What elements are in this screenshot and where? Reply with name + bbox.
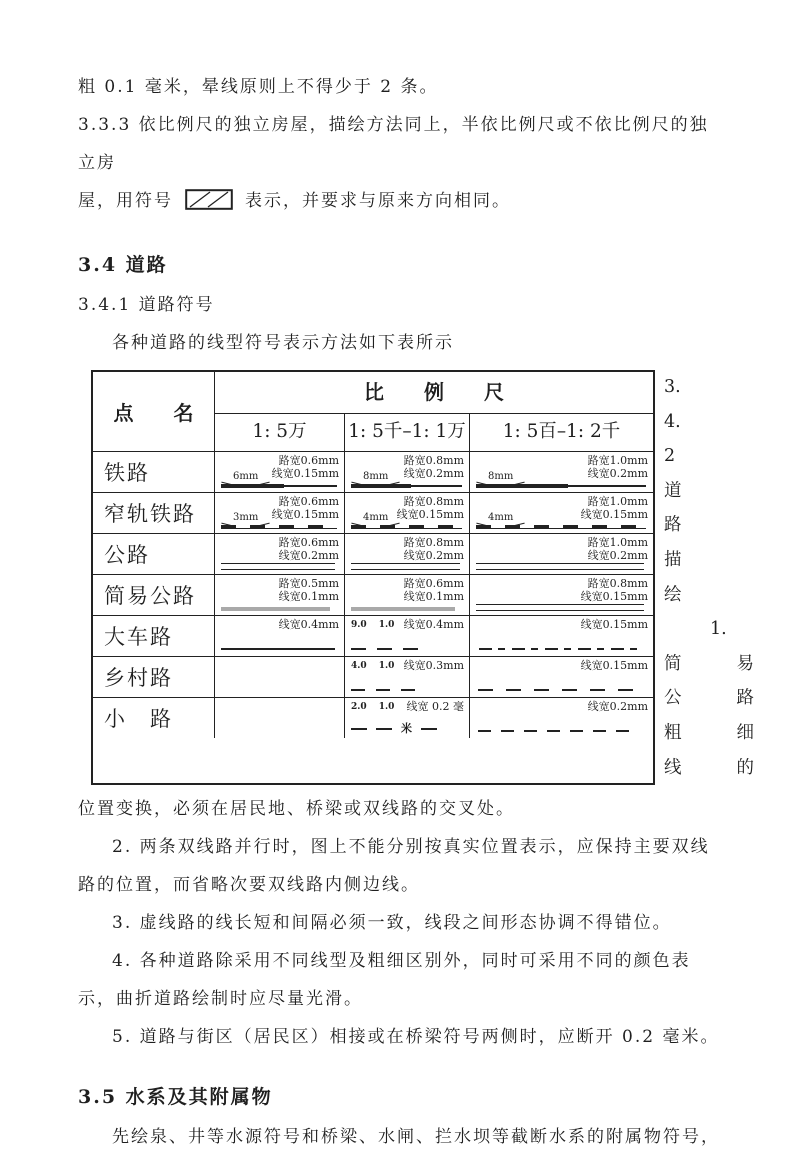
scale-group-title: 比 例 尺 — [215, 372, 653, 414]
side-text-line: 描 — [664, 549, 682, 570]
table-row — [93, 698, 653, 738]
side-text-line — [664, 751, 770, 786]
paragraph-hachure-continued: 粗 0.1 毫米，晕线原则上不得少于 2 条。 — [78, 77, 439, 97]
narrow-railway-road-symbol — [476, 524, 646, 529]
line-width-labels — [588, 454, 648, 480]
symbol-cell — [470, 575, 653, 615]
side-text-line: 1. — [710, 619, 727, 640]
road-table-rows — [93, 452, 653, 738]
railway-road-symbol — [476, 483, 646, 488]
line-width-label: 路宽0.8mm — [587, 577, 648, 590]
table-row — [93, 575, 653, 616]
table-row — [93, 493, 653, 534]
dash-inline-text: 米 — [401, 722, 412, 735]
line-width-labels — [581, 659, 648, 672]
dashed-mid-road-symbol — [351, 689, 419, 691]
line-width-label: 路宽0.6mm — [278, 536, 339, 549]
dash-segment — [376, 728, 392, 730]
table-header — [93, 372, 653, 452]
road-symbol-table — [91, 370, 655, 785]
table-row — [93, 616, 653, 657]
dashed-wide-road-symbol — [351, 648, 421, 650]
symbol-cell — [470, 452, 653, 492]
line-width-label: 路宽0.5mm — [278, 577, 339, 590]
body-paragraph: 4. 各种道路除采用不同线型及粗细区别外，同时可采用不同的颜色表示，曲折道路绘制时应尽量光滑。 — [78, 951, 691, 1010]
line-width-labels — [279, 536, 339, 562]
line-width-label: 线宽0.1mm — [278, 590, 339, 603]
road-name-cell: 公路 — [93, 534, 215, 574]
line-width-labels — [407, 700, 465, 713]
line-width-label: 路宽1.0mm — [587, 536, 648, 549]
body-paragraph: 3. 虚线路的线长短和间隔必须一致，线段之间形态协调不得错位。 — [112, 913, 672, 934]
dash-mi-road-symbol — [351, 723, 432, 735]
line-width-label: 线宽0.2mm — [403, 549, 464, 562]
line-width-labels — [581, 495, 648, 521]
side-text-char: 简 — [664, 653, 682, 674]
line-width-label: 线宽0.1mm — [403, 590, 464, 603]
line-width-label: 线宽0.15mm — [580, 659, 648, 672]
line-width-labels — [397, 495, 464, 521]
dashed-sparse-road-symbol — [478, 689, 639, 691]
line-width-label: 路宽1.0mm — [587, 454, 648, 467]
body-paragraph: 位置变换，必须在居民地、桥梁或双线路的交叉处。 — [78, 799, 515, 820]
table-row — [93, 452, 653, 493]
road-name-cell: 乡村路 — [93, 657, 215, 697]
double-line-road-symbol — [476, 563, 644, 570]
line-width-labels — [404, 659, 464, 672]
road-name-cell: 简易公路 — [93, 575, 215, 615]
symbol-cell — [215, 575, 345, 615]
railway-road-symbol — [221, 483, 337, 488]
symbol-cell — [345, 657, 470, 697]
side-text-line — [664, 681, 770, 716]
table-and-side-column — [91, 370, 754, 785]
road-name-cell: 铁路 — [93, 452, 215, 492]
line-width-label: 线宽0.15mm — [580, 590, 648, 603]
table-row — [93, 657, 653, 698]
line-width-labels — [588, 536, 648, 562]
line-width-label: 路宽0.6mm — [403, 577, 464, 590]
table-intro-sentence: 各种道路的线型符号表示方法如下表所示 — [112, 333, 454, 353]
narrow-railway-road-symbol — [351, 524, 462, 529]
column-header-scale-1-5000-10000: 1: 5千–1: 1万 — [345, 414, 470, 451]
line-width-labels — [404, 536, 464, 562]
symbol-cell — [470, 493, 653, 533]
after-table-paragraphs — [78, 790, 738, 1056]
gray-bar-road-symbol — [221, 607, 330, 611]
line-width-label: 线宽0.2mm — [587, 549, 648, 562]
line-width-labels — [588, 700, 648, 713]
dash-dimension-numbers: 2.0 1.0 — [351, 702, 395, 712]
line-width-label: 路宽0.6mm — [278, 454, 339, 467]
line-width-label: 线宽 0.2 毫 — [406, 700, 464, 713]
dimension-callout: 6mm — [233, 471, 259, 482]
line-width-label: 路宽0.8mm — [403, 536, 464, 549]
road-name-cell: 窄轨铁路 — [93, 493, 215, 533]
heading-3-4-1-road-symbols: 3.4.1 道路符号 — [78, 295, 215, 315]
line-width-labels — [272, 495, 339, 521]
symbol-cell — [470, 657, 653, 697]
column-header-point-name: 点 名 — [93, 372, 215, 451]
paragraph-333-line2-suffix: 表示，并要求与原来方向相同。 — [245, 191, 511, 211]
symbol-cell — [345, 575, 470, 615]
road-name-cell: 小 路 — [93, 698, 215, 738]
symbol-cell — [345, 534, 470, 574]
line-width-label: 线宽0.15mm — [271, 467, 339, 480]
column-header-scale-1-50000: 1: 5万 — [215, 414, 345, 451]
line-width-label: 线宽0.15mm — [580, 618, 648, 631]
symbol-cell — [345, 616, 470, 656]
dash-dimension-numbers: 9.0 1.0 — [351, 620, 395, 630]
symbol-cell — [470, 534, 653, 574]
line-width-label: 线宽0.4mm — [278, 618, 339, 631]
side-text-column — [664, 370, 770, 785]
dash-segment — [351, 728, 367, 730]
dimension-callout: 8mm — [363, 471, 389, 482]
dimension-callout: 4mm — [363, 512, 389, 523]
narrow-railway-road-symbol — [221, 524, 337, 529]
side-text-line: 绘 — [664, 584, 682, 605]
line-width-labels — [279, 618, 339, 631]
line-width-label: 线宽0.15mm — [271, 508, 339, 521]
long-short-dash-road-symbol — [479, 648, 639, 650]
side-text-line: 路 — [664, 515, 682, 536]
line-width-label: 线宽0.2mm — [587, 700, 648, 713]
line-width-label: 路宽1.0mm — [587, 495, 648, 508]
body-paragraph: 2. 两条双线路并行时，图上不能分别按真实位置表示，应保持主要双线路的位置，而省略次要双线路内侧边线。 — [78, 837, 710, 896]
column-header-scale-1-500-2000: 1: 5百–1: 2千 — [502, 421, 621, 442]
dimension-callout: 8mm — [488, 471, 514, 482]
line-width-label: 线宽0.2mm — [587, 467, 648, 480]
side-text-char: 线 — [664, 757, 682, 778]
line-width-label: 线宽0.4mm — [403, 618, 464, 631]
body-paragraph: 5. 道路与街区（居民区）相接或在桥梁符号两侧时，应断开 0.2 毫米。 — [112, 1027, 720, 1048]
line-width-labels — [404, 577, 464, 603]
line-width-label: 线宽0.2mm — [403, 467, 464, 480]
symbol-cell — [345, 452, 470, 492]
railway-road-symbol — [351, 483, 462, 488]
line-width-label: 线宽0.3mm — [403, 659, 464, 672]
side-text-char: 细 — [736, 722, 754, 743]
line-width-labels — [581, 618, 648, 631]
paragraph-333-line2 — [78, 182, 720, 220]
side-text-line — [664, 716, 770, 751]
symbol-cell — [215, 534, 345, 574]
table-row — [93, 534, 653, 575]
scale-subheaders — [215, 414, 653, 451]
line-width-label: 线宽0.2mm — [278, 549, 339, 562]
line-width-label: 线宽0.15mm — [396, 508, 464, 521]
symbol-cell — [215, 657, 345, 697]
symbol-cell — [345, 698, 470, 738]
symbol-cell — [215, 493, 345, 533]
symbol-cell — [215, 616, 345, 656]
symbol-cell — [470, 616, 653, 656]
side-text-char: 易 — [736, 653, 754, 674]
side-text-line: 3. — [664, 377, 681, 397]
paragraph-333-line2-prefix: 屋，用符号 — [78, 191, 173, 211]
line-width-labels — [279, 577, 339, 603]
solid-line-road-symbol — [221, 648, 335, 650]
side-text-char: 路 — [736, 688, 754, 709]
symbol-cell — [215, 452, 345, 492]
dash-dimension-numbers: 4.0 1.0 — [351, 661, 395, 671]
line-width-labels — [404, 618, 464, 631]
line-width-label: 路宽0.6mm — [278, 495, 339, 508]
gray-bar-road-symbol — [351, 607, 455, 611]
road-name-cell: 大车路 — [93, 616, 215, 656]
symbol-cell — [215, 698, 345, 738]
dashed-small-road-symbol — [478, 730, 639, 732]
dimension-callout: 4mm — [488, 512, 514, 523]
dimension-callout: 3mm — [233, 512, 259, 523]
symbol-cell — [470, 698, 653, 738]
line-width-label: 路宽0.8mm — [403, 454, 464, 467]
side-text-line — [664, 647, 770, 682]
double-line-road-symbol — [476, 604, 644, 611]
side-text-char: 公 — [664, 688, 682, 709]
side-text-char: 粗 — [664, 722, 682, 743]
paragraph-333-line1: 3.3.3 依比例尺的独立房屋，描绘方法同上，半依比例尺或不依比例尺的独立房 — [78, 115, 709, 173]
side-text-char: 的 — [736, 757, 754, 778]
side-text-line: 道 — [664, 480, 682, 501]
dash-segment — [421, 728, 437, 730]
line-width-label: 线宽0.15mm — [580, 508, 648, 521]
symbol-cell — [345, 493, 470, 533]
hatched-rectangle-symbol — [185, 189, 233, 210]
paragraph-3-5-intro: 先绘泉、井等水源符号和桥梁、水闸、拦水坝等截断水系的附属物符号， — [112, 1127, 720, 1148]
line-width-label: 路宽0.8mm — [403, 495, 464, 508]
heading-3-4-roads: 3.4 道路 — [78, 254, 168, 276]
side-text-line: 2 — [664, 446, 676, 467]
double-line-road-symbol — [221, 563, 335, 570]
line-width-labels — [581, 577, 648, 603]
double-line-road-symbol — [351, 563, 460, 570]
line-width-labels — [404, 454, 464, 480]
heading-3-5-water-systems: 3.5 水系及其附属物 — [78, 1086, 273, 1109]
column-header-scale-group — [215, 372, 653, 451]
line-width-labels — [272, 454, 339, 480]
side-text-line: 4. — [664, 411, 681, 432]
